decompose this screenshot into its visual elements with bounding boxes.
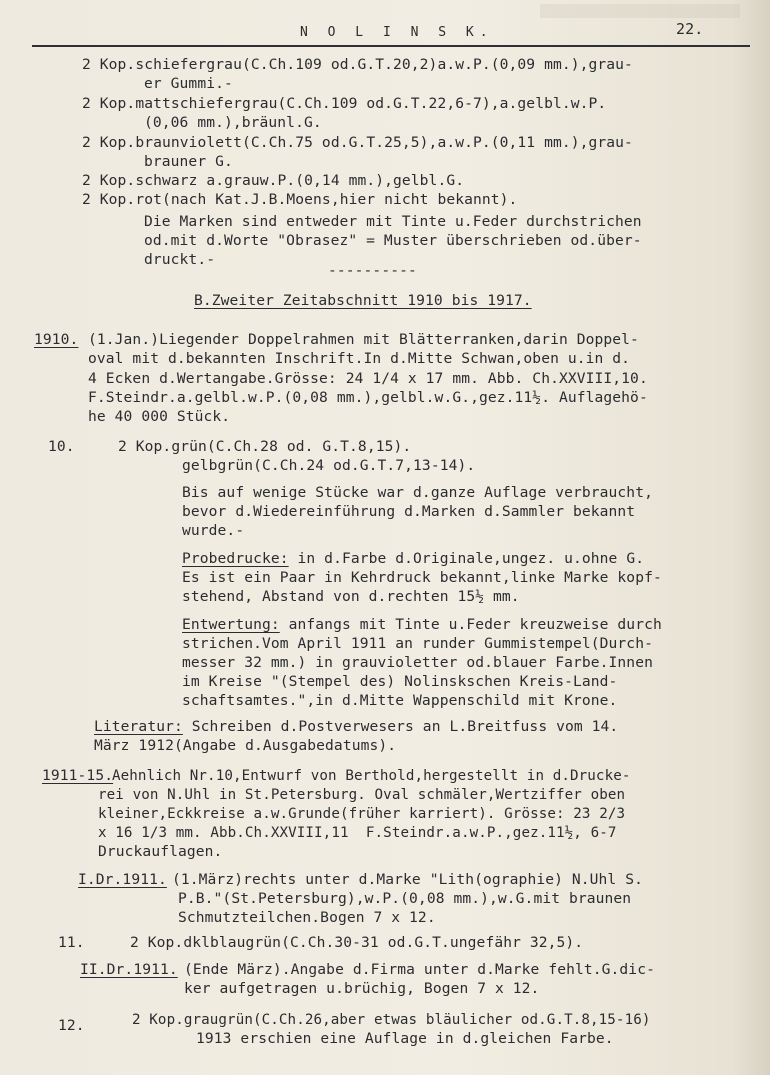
section-heading: B.Zweiter Zeitabschnitt 1910 bis 1917. (194, 292, 532, 309)
entwertung-label: Entwertung: (182, 616, 280, 633)
literature-line: März 1912(Angabe d.Ausgabedatums). (94, 737, 397, 754)
probedrucke-line (182, 550, 644, 568)
note-line: Die Marken sind entweder mit Tinte u.Feder durchstrichen (144, 213, 642, 230)
header-rule (32, 45, 750, 47)
entry-line: x 16 1/3 mm. Abb.Ch.XXVIII,11 F.Steindr.a.w.P.,gez.11½, 6-7 (98, 825, 617, 841)
year-label-1910: 1910. (34, 331, 79, 348)
item-line: 2 Kop.graugrün(C.Ch.26,aber etwas bläulicher od.G.T.8,15-16) (132, 1012, 651, 1028)
paragraph-line: Bis auf wenige Stücke war d.ganze Auflage verbraucht, (182, 484, 653, 501)
stamp-variant-line: 2 Kop.mattschiefergrau(C.Ch.109 od.G.T.22,6-7),a.gelbl.w.P. (82, 95, 607, 112)
item-line: 2 Kop.grün(C.Ch.28 od. G.T.8,15). (118, 438, 412, 455)
entwertung-line (182, 616, 662, 634)
page-number: 22. (676, 20, 704, 38)
page-header-title: N O L I N S K. (300, 25, 494, 40)
paragraph-line: wurde.- (182, 522, 245, 539)
print-run-line: Schmutzteilchen.Bogen 7 x 12. (178, 909, 436, 926)
bleed-through-mark (540, 4, 740, 18)
entry-line: (1.Jan.)Liegender Doppelrahmen mit Blätterranken,darin Doppel- (88, 331, 639, 348)
print-run-line: ker aufgetragen u.brüchig, Bogen 7 x 12. (184, 980, 540, 997)
stamp-variant-line: 2 Kop.schwarz a.grauw.P.(0,14 mm.),gelbl.G. (82, 172, 465, 189)
paragraph-line: strichen.Vom April 1911 an runder Gummistempel(Durch- (182, 635, 653, 652)
note-line: druckt.- (144, 251, 216, 268)
year-label-1911: 1911-15. (42, 767, 114, 784)
stamp-variant-line: er Gummi.- (144, 75, 233, 92)
item-line: 1913 erschien eine Auflage in d.gleichen Farbe. (196, 1030, 614, 1047)
print-run-line: (Ende März).Angabe d.Firma unter d.Marke fehlt.G.dic- (184, 961, 655, 978)
entry-line: Druckauflagen. (98, 843, 223, 860)
entry-line: Aehnlich Nr.10,Entwurf von Berthold,hergestellt in d.Drucke- (112, 768, 631, 784)
item-number-11: 11. (58, 934, 85, 951)
separator: ---------- (328, 262, 417, 279)
entry-line: 4 Ecken d.Wertangabe.Grösse: 24 1/4 x 17 mm. Abb. Ch.XXVIII,10. (88, 370, 648, 387)
item-line: gelbgrün(C.Ch.24 od.G.T.7,13-14). (182, 457, 476, 474)
paragraph-line: schaftsamtes.",in d.Mitte Wappenschild mit Krone. (182, 692, 618, 709)
entry-line: rei von N.Uhl in St.Petersburg. Oval schmäler,Wertziffer oben (98, 787, 626, 803)
stamp-variant-line: 2 Kop.rot(nach Kat.J.B.Moens,hier nicht bekannt). (82, 191, 518, 208)
literature-label: Literatur: (94, 718, 183, 735)
entry-line: oval mit d.bekannten Inschrift.In d.Mitte Schwan,oben u.in d. (88, 350, 631, 367)
stamp-variant-line: 2 Kop.braunviolett(C.Ch.75 od.G.T.25,5),a.w.P.(0,11 mm.),grau- (82, 134, 633, 151)
stamp-variant-line: (0,06 mm.),bräunl.G. (144, 114, 322, 131)
item-number-12: 12. (58, 1017, 85, 1034)
paragraph-line: stehend, Abstand von d.rechten 15½ mm. (182, 588, 520, 605)
stamp-variant-line: brauner G. (144, 153, 233, 170)
paragraph-line: bevor d.Wiedereinführung d.Marken d.Sammler bekannt (182, 503, 636, 520)
paragraph-line: messer 32 mm.) in grauvioletter od.blauer Farbe.Innen (182, 654, 653, 671)
entry-line: F.Steindr.a.gelbl.w.P.(0,08 mm.),gelbl.w.G.,gez.11½. Auflagehö- (88, 389, 648, 406)
entwertung-text: anfangs mit Tinte u.Feder kreuzweise durch (279, 616, 662, 633)
item-number-10: 10. (48, 438, 75, 455)
probedrucke-text: in d.Farbe d.Originale,ungez. u.ohne G. (288, 550, 645, 567)
entry-line: kleiner,Eckkreise a.w.Grunde(früher karriert). Grösse: 23 2/3 (98, 806, 626, 822)
paragraph-line: Es ist ein Paar in Kehrdruck bekannt,linke Marke kopf- (182, 569, 662, 586)
print-run-line: (1.März)rechts unter d.Marke "Lith(ographie) N.Uhl S. (172, 871, 643, 888)
print-run-label-1: I.Dr.1911. (78, 871, 167, 888)
literature-line (94, 718, 618, 736)
paragraph-line: im Kreise "(Stempel des) Nolinskschen Kreis-Land- (182, 673, 618, 690)
print-run-label-2: II.Dr.1911. (80, 961, 178, 978)
entry-line: he 40 000 Stück. (88, 408, 231, 425)
print-run-line: P.B."(St.Petersburg),w.P.(0,08 mm.),w.G.mit braunen (178, 890, 632, 907)
literature-text: Schreiben d.Postverwesers an L.Breitfuss vom 14. (182, 718, 619, 735)
probedrucke-label: Probedrucke: (182, 550, 289, 567)
item-line: 2 Kop.dklblaugrün(C.Ch.30-31 od.G.T.ungefähr 32,5). (130, 934, 584, 951)
stamp-variant-line: 2 Kop.schiefergrau(C.Ch.109 od.G.T.20,2)a.w.P.(0,09 mm.),grau- (82, 56, 633, 73)
note-line: od.mit d.Worte "Obrasez" = Muster überschrieben od.über- (144, 232, 642, 249)
